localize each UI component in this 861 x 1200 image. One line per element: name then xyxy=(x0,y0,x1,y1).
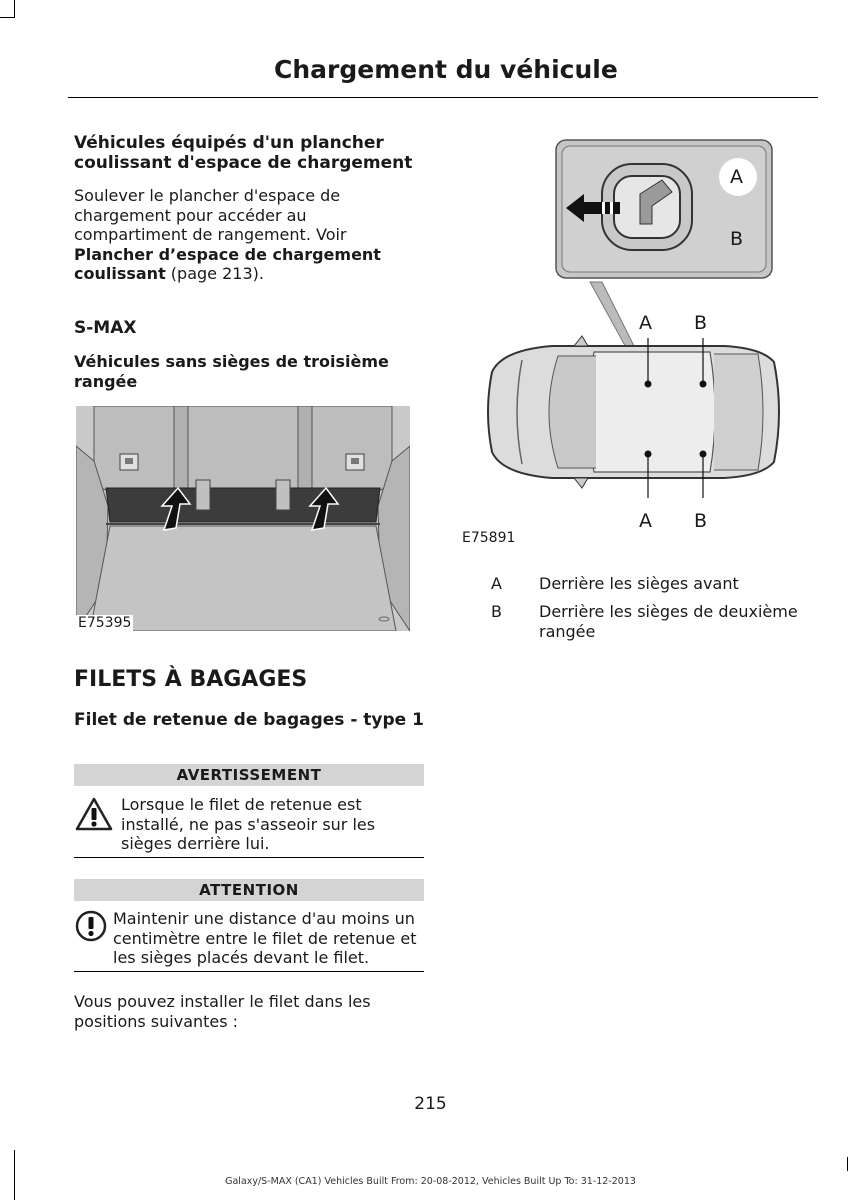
attention-text: Maintenir une distance d'au moins un centimètre entre le filet de retenue et les sièges placés devant le filet. xyxy=(113,909,417,967)
warning-triangle-icon xyxy=(74,795,114,839)
title-rule xyxy=(68,97,818,98)
figure-code: E75891 xyxy=(462,530,516,546)
sliding-floor-paragraph xyxy=(74,186,394,284)
point-label-b-top: B xyxy=(694,312,708,334)
inset-label-a: A xyxy=(730,166,743,188)
legend-value-b: Derrière les sièges de deuxième rangée xyxy=(539,602,798,641)
paragraph-text: Soulever le plancher d'espace de chargement pour accéder au compartiment de rangement. Voir xyxy=(74,186,347,244)
net-type-heading: Filet de retenue de bagages - type 1 xyxy=(74,710,424,730)
warning-title: AVERTISSEMENT xyxy=(74,764,424,786)
page-title: Chargement du véhicule xyxy=(274,55,618,84)
legend-key-a: A xyxy=(491,574,502,593)
smax-heading: S-MAX xyxy=(74,318,137,338)
cross-reference-link[interactable]: Plancher d’espace de chargement coulissant xyxy=(74,244,381,283)
warning-text: Lorsque le filet de retenue est installé, ne pas s'asseoir sur les sièges derrière lui. xyxy=(121,795,376,853)
legend-value-a: Derrière les sièges avant xyxy=(539,574,739,593)
crop-mark xyxy=(14,0,15,18)
smax-subheading: Véhicules sans sièges de troisième rangée xyxy=(74,352,389,391)
footer-text: Galaxy/S-MAX (CA1) Vehicles Built From: 20-08-2012, Vehicles Built Up To: 31-12-2013 xyxy=(225,1176,636,1187)
figure-code: E75395 xyxy=(78,615,132,631)
crop-mark xyxy=(847,1157,848,1171)
vehicle-top-view-drawing xyxy=(462,132,802,552)
warning-rule xyxy=(74,857,424,858)
point-label-a-top: A xyxy=(639,312,652,334)
section-heading-nets: FILETS À BAGAGES xyxy=(74,667,308,692)
attention-circle-icon xyxy=(75,910,107,946)
page-number: 215 xyxy=(414,1094,447,1114)
trunk-drawing xyxy=(76,406,410,631)
crop-mark xyxy=(0,17,14,18)
attention-rule xyxy=(74,971,424,972)
legend-key-b: B xyxy=(491,602,502,621)
sliding-floor-section xyxy=(74,133,424,284)
point-label-b-bottom: B xyxy=(694,510,708,532)
section-heading: Véhicules équipés d'un plancher coulissant d'espace de chargement xyxy=(74,133,413,173)
crop-mark xyxy=(14,1150,15,1200)
point-label-a-bottom: A xyxy=(639,510,652,532)
net-positions-illustration xyxy=(462,132,802,552)
attention-title: ATTENTION xyxy=(74,879,424,901)
page-reference: (page 213). xyxy=(165,264,264,283)
positions-paragraph: Vous pouvez installer le filet dans les positions suivantes : xyxy=(74,992,371,1031)
inset-label-b: B xyxy=(730,228,744,250)
trunk-illustration xyxy=(76,406,410,631)
